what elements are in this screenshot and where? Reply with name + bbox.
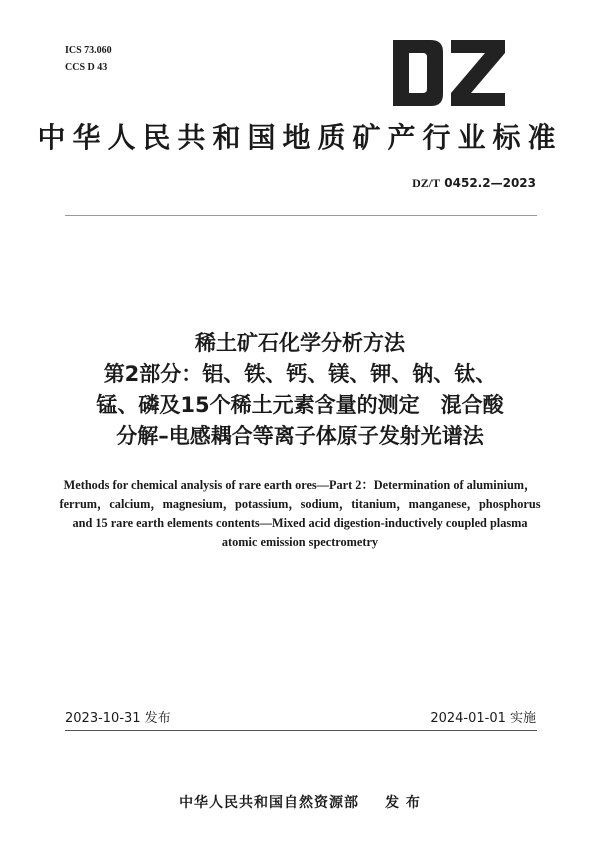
title-line: 第2部分：铝、铁、钙、镁、钾、钠、钛、 <box>103 362 497 386</box>
title-en-line: ferrum，calcium，magnesium，potassium，sodium，titanium，manganese，phosphorus <box>59 497 541 511</box>
top-divider <box>65 215 537 216</box>
ccs-code: CCS D 43 <box>65 62 108 73</box>
title-en-line: atomic emission spectrometry <box>221 535 379 549</box>
dz-logo <box>393 40 505 106</box>
issuer-action: 发 布 <box>385 795 421 811</box>
ics-code: ICS 73.060 <box>65 45 112 56</box>
standard-number <box>412 176 536 191</box>
title-line: 稀土矿石化学分析方法 <box>195 331 405 355</box>
implement-date: 2024-01-01 实施 <box>430 711 536 726</box>
standard-code: 0452.2—2023 <box>444 176 536 190</box>
release-date: 2023-10-31 发布 <box>65 711 171 726</box>
standard-category-header: 中华人民共和国地质矿产行业标准 <box>37 121 563 154</box>
bottom-divider <box>65 730 537 731</box>
title-line: 锰、磷及15个稀土元素含量的测定 混合酸 <box>96 393 504 417</box>
issuer <box>0 792 600 812</box>
standard-prefix: DZ/T <box>412 176 441 190</box>
title-line: 分解–电感耦合等离子体原子发射光谱法 <box>116 424 484 448</box>
title-english <box>20 476 580 552</box>
title-en-line: Methods for chemical analysis of rare earth ores—Part 2：Determination of aluminium， <box>63 478 537 492</box>
classification-codes <box>65 42 112 76</box>
title-chinese <box>0 328 600 452</box>
issuer-name: 中华人民共和国自然资源部 <box>179 795 360 811</box>
title-en-line: and 15 rare earth elements contents—Mixed acid digestion-inductively coupled plasma <box>72 516 528 530</box>
